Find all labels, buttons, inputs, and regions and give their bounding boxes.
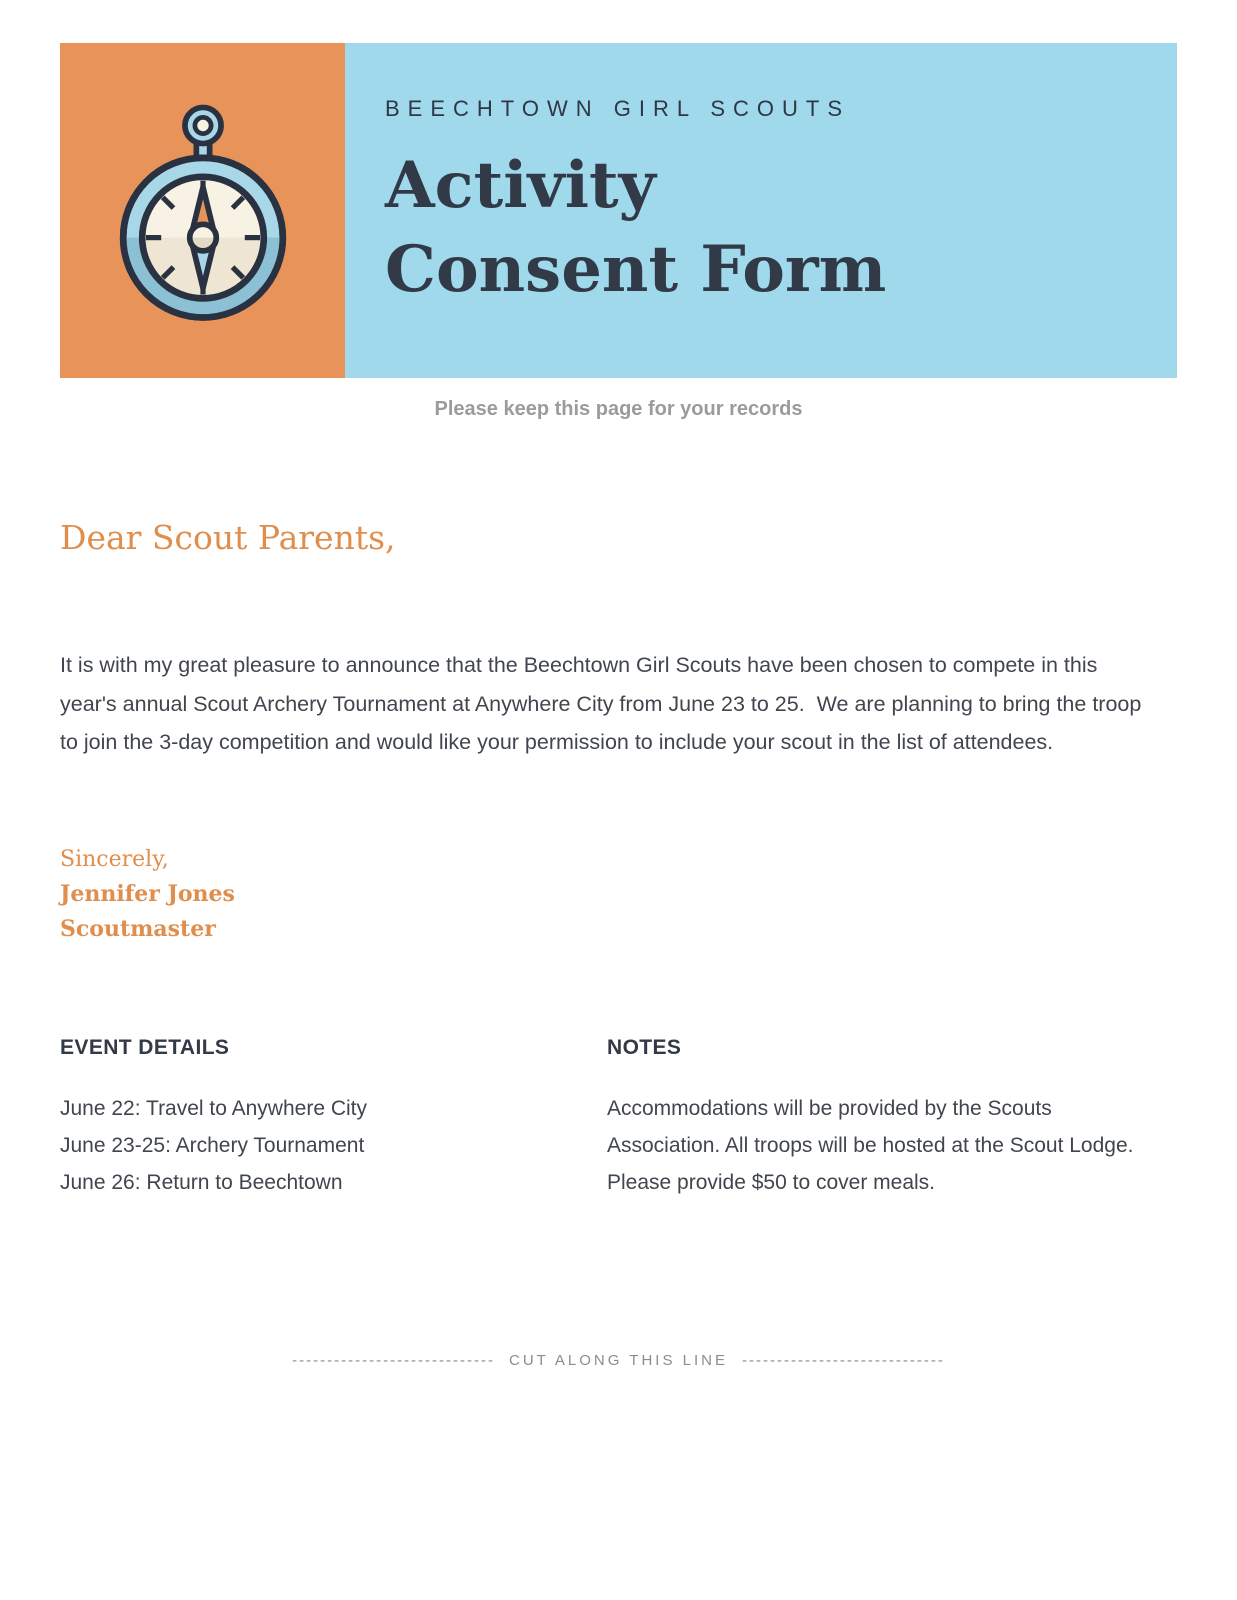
signature-title: Scoutmaster (60, 916, 216, 942)
header-title-block (345, 43, 1177, 378)
document-title (385, 144, 1177, 312)
greeting: Dear Scout Parents, (60, 518, 396, 557)
organization-name: BEECHTOWN GIRL SCOUTS (385, 96, 851, 121)
notes-body: Accommodations will be provided by the Scouts Association. All troops will be hosted at the Scout Lodge. Please provide $50 to cover meals. (607, 1097, 1134, 1194)
cut-dashes-right: ----------------------------- (742, 1352, 945, 1369)
list-item: June 23-25: Archery Tournament (60, 1134, 365, 1157)
keep-page-note: Please keep this page for your records (434, 398, 803, 420)
cut-along-line (0, 1352, 1237, 1369)
signature-block (60, 842, 235, 947)
header-icon-block (60, 43, 345, 378)
list-item: June 22: Travel to Anywhere City (60, 1097, 367, 1120)
signoff: Sincerely, (60, 847, 169, 872)
compass-icon (108, 97, 298, 325)
letter-body: It is with my great pleasure to announce that the Beechtown Girl Scouts have been chosen to compete in this year's annual Scout Archery Tournament at Anywhere City from June 23 to 25. We are planning to bring the troop to join the 3-day competition and would like your permission to include your scout in the list of attendees. (60, 653, 1148, 754)
cut-dashes-left: ----------------------------- (292, 1352, 495, 1369)
list-item: June 26: Return to Beechtown (60, 1171, 343, 1194)
notes-heading: NOTES (607, 1036, 682, 1059)
document-title-line2: Consent Form (385, 232, 887, 307)
event-details-heading: EVENT DETAILS (60, 1036, 230, 1059)
header-band (60, 43, 1177, 378)
document-title-line1: Activity (385, 148, 656, 223)
event-details-list (60, 1090, 367, 1201)
signature-name: Jennifer Jones (60, 881, 235, 907)
cut-line-label: CUT ALONG THIS LINE (509, 1352, 728, 1369)
